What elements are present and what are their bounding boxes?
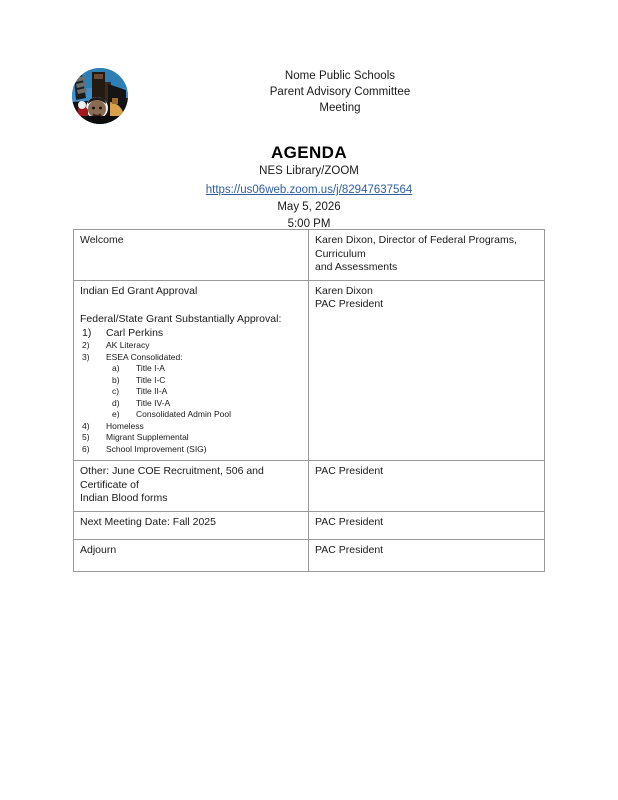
agenda-item-label: Indian Ed Grant Approval: [80, 284, 198, 297]
nome-public-schools-seal-icon: [72, 68, 128, 124]
agenda-item-label: Adjourn: [80, 543, 117, 556]
agenda-item-cell: [74, 230, 309, 281]
header-title-block: [140, 68, 540, 116]
header-title-line-3: Meeting: [319, 102, 361, 114]
list-item-label: Homeless: [106, 420, 144, 431]
esea-sublist-item: [106, 398, 302, 410]
responsible-party-cell: [309, 461, 545, 512]
list-marker: 4): [82, 420, 90, 431]
list-item-label: School Improvement (SIG): [106, 443, 207, 454]
agenda-item-label: Welcome: [80, 234, 124, 246]
grant-approval-subheading: Federal/State Grant Substantially Approval:: [80, 312, 282, 325]
list-marker: 3): [82, 351, 90, 362]
meeting-time: 5:00 PM: [287, 218, 331, 230]
agenda-item-cell: [74, 539, 309, 571]
table-row: [74, 539, 545, 571]
list-marker: e): [112, 409, 120, 419]
responsible-party-cell: [309, 280, 545, 461]
esea-sublist-item: [106, 386, 302, 398]
agenda-item-label: Next Meeting Date: Fall 2025: [80, 515, 216, 528]
agenda-item-label: Other: June COE Recruitment, 506 and Certificate of: [80, 465, 264, 491]
list-item-label: Title IV-A: [136, 397, 171, 408]
grant-list-item: [80, 327, 302, 341]
table-row: [74, 511, 545, 539]
list-item-label: Consolidated Admin Pool: [136, 409, 231, 419]
list-marker: c): [112, 386, 120, 396]
agenda-item-cell: [74, 280, 309, 461]
grant-list-item: [80, 432, 302, 444]
zoom-meeting-link[interactable]: https://us06web.zoom.us/j/82947637564: [205, 184, 413, 196]
agenda-item-label: Indian Blood forms: [80, 492, 168, 504]
zoom-link-row: [0, 180, 618, 199]
blank-line: [80, 298, 302, 312]
responsible-party-line: and Assessments: [315, 261, 398, 273]
header-title-line-1: Nome Public Schools: [284, 70, 396, 82]
esea-sublist: [106, 363, 302, 421]
table-row: [74, 461, 545, 512]
page-title: AGENDA: [270, 143, 348, 162]
responsible-party-line: PAC President: [315, 298, 384, 310]
list-marker: d): [112, 397, 120, 408]
list-marker: a): [112, 363, 120, 373]
responsible-party-cell: [309, 230, 545, 281]
list-marker: 1): [82, 326, 92, 339]
grant-list-item: [80, 352, 302, 421]
list-marker: 5): [82, 432, 90, 442]
list-item-label: Carl Perkins: [106, 326, 164, 339]
document-header: [0, 60, 618, 138]
agenda-table: [73, 229, 545, 572]
list-item-label: Title I-C: [136, 374, 166, 385]
meeting-venue: NES Library/ZOOM: [259, 165, 359, 177]
list-marker: b): [112, 374, 120, 385]
list-item-label: AK Literacy: [106, 340, 150, 350]
responsible-party-line: Karen Dixon: [315, 284, 373, 297]
responsible-party-cell: [309, 511, 545, 539]
header-title-line-2: Parent Advisory Committee: [269, 86, 411, 98]
responsible-party-line: PAC President: [315, 543, 384, 556]
esea-sublist-item: [106, 363, 302, 375]
responsible-party-line: PAC President: [315, 465, 384, 477]
table-row: [74, 280, 545, 461]
grant-list-item: [80, 421, 302, 433]
list-item-label: ESEA Consolidated:: [106, 351, 183, 362]
list-item-label: Title II-A: [136, 386, 168, 396]
esea-sublist-item: [106, 409, 302, 421]
agenda-item-cell: [74, 511, 309, 539]
meeting-date: May 5, 2026: [277, 201, 341, 213]
agenda-item-cell: [74, 461, 309, 512]
agenda-title-block: [0, 142, 618, 233]
responsible-party-line: Karen Dixon, Director of Federal Programs, Curriculum: [315, 234, 517, 260]
esea-sublist-item: [106, 375, 302, 387]
responsible-party-cell: [309, 539, 545, 571]
list-item-label: Migrant Supplemental: [106, 432, 189, 442]
list-marker: 2): [82, 340, 90, 350]
grant-list-item: [80, 340, 302, 352]
list-item-label: Title I-A: [136, 363, 165, 373]
table-row: [74, 230, 545, 281]
responsible-party-line: PAC President: [315, 515, 384, 528]
grant-list-item: [80, 444, 302, 456]
grant-list: [80, 327, 302, 456]
list-marker: 6): [82, 443, 90, 454]
